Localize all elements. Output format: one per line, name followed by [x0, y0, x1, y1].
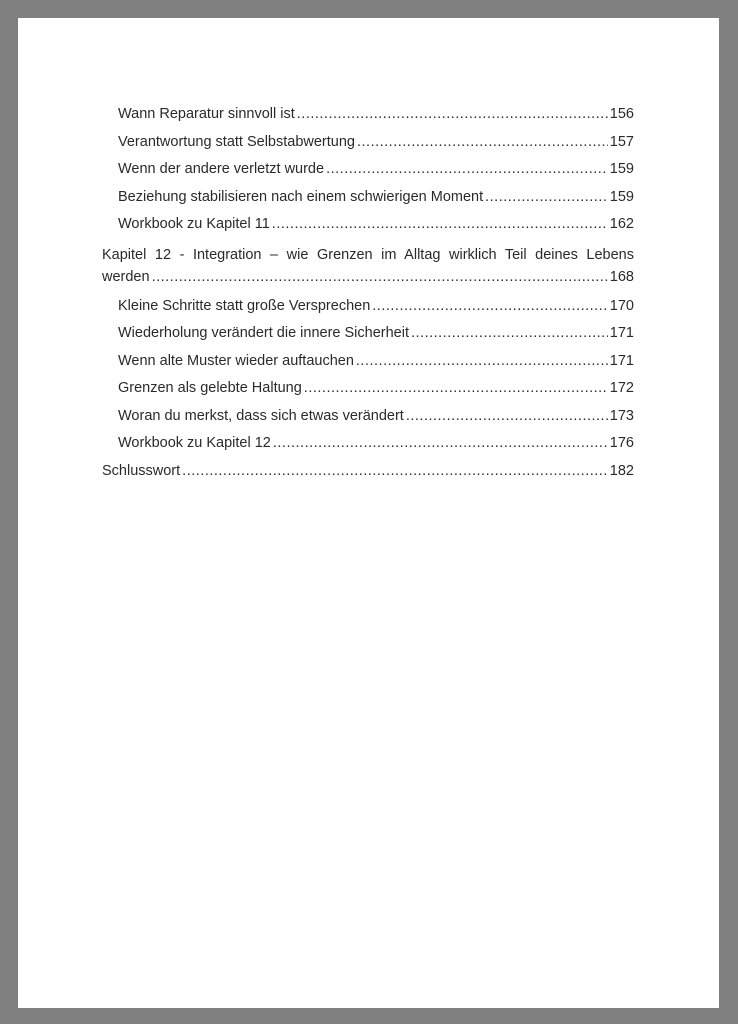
- dot-leader: [272, 211, 608, 239]
- toc-entry-title: Workbook zu Kapitel 11: [118, 216, 270, 232]
- toc-entry-page: 156: [609, 106, 634, 122]
- toc-entry[interactable]: [102, 430, 634, 458]
- toc-entry-title: Woran du merkst, dass sich etwas verändert: [118, 407, 404, 424]
- toc-entry-page: 170: [609, 297, 634, 314]
- toc-entry-title: Wann Reparatur sinnvoll ist: [118, 106, 295, 122]
- dot-leader: [356, 348, 608, 376]
- toc-entry-title: Wiederholung verändert die innere Sicherheit: [118, 325, 409, 341]
- toc-entry-title: Kleine Schritte statt große Versprechen: [118, 297, 371, 314]
- document-page: [18, 18, 719, 1008]
- toc-entry-title: Grenzen als gelebte Haltung: [118, 380, 302, 396]
- toc-entry-page: 162: [609, 216, 634, 232]
- toc-chapter-page: 168: [609, 268, 634, 285]
- toc-entry[interactable]: [102, 129, 634, 157]
- dot-leader: [273, 430, 608, 458]
- toc-entry-title: Beziehung stabilisieren nach einem schwierigen Moment: [118, 188, 484, 205]
- dot-leader: [182, 458, 608, 486]
- dot-leader: [406, 403, 608, 431]
- toc-chapter-title-line2: werden: [102, 268, 150, 285]
- toc-chapter-entry[interactable]: [102, 244, 634, 288]
- toc-entry-page: 157: [609, 133, 634, 150]
- toc-entry[interactable]: [102, 184, 634, 212]
- toc-chapter-title-line1: Kapitel 12 - Integration – wie Grenzen im Alltag wirklich Teil deines Lebens: [102, 246, 634, 263]
- dot-leader: [372, 293, 608, 321]
- dot-leader: [485, 184, 608, 212]
- dot-leader: [411, 320, 608, 348]
- toc-entry-title: Wenn alte Muster wieder auftauchen: [118, 352, 354, 369]
- toc-entry-title: Workbook zu Kapitel 12: [118, 435, 271, 451]
- toc-entry-page: 176: [609, 435, 634, 451]
- toc-entry-page: 171: [609, 352, 634, 369]
- toc-entry[interactable]: [102, 293, 634, 321]
- toc-entry[interactable]: [102, 101, 634, 129]
- toc-entry-page: 159: [609, 188, 634, 205]
- toc-entry[interactable]: [102, 156, 634, 184]
- toc-entry[interactable]: [102, 403, 634, 431]
- toc-entry-page: 172: [609, 380, 634, 396]
- dot-leader: [297, 101, 608, 129]
- toc-entry[interactable]: [102, 320, 634, 348]
- toc-entry-page: 159: [609, 161, 634, 177]
- toc-closing-entry[interactable]: [102, 458, 634, 486]
- dot-leader: [152, 266, 608, 288]
- toc-entry-title: Schlusswort: [102, 462, 181, 479]
- toc-entry-title: Wenn der andere verletzt wurde: [118, 161, 325, 177]
- dot-leader: [357, 129, 608, 157]
- toc-entry-page: 171: [609, 325, 634, 341]
- dot-leader: [304, 375, 608, 403]
- toc-entry[interactable]: [102, 211, 634, 239]
- toc-chapter-title-line2-row: [102, 266, 634, 288]
- dot-leader: [326, 156, 608, 184]
- toc-entry[interactable]: [102, 375, 634, 403]
- table-of-contents: [102, 101, 634, 485]
- toc-entry-page: 173: [609, 407, 634, 424]
- toc-entry[interactable]: [102, 348, 634, 376]
- toc-entry-title: Verantwortung statt Selbstabwertung: [118, 133, 355, 150]
- toc-entry-page: 182: [609, 462, 634, 479]
